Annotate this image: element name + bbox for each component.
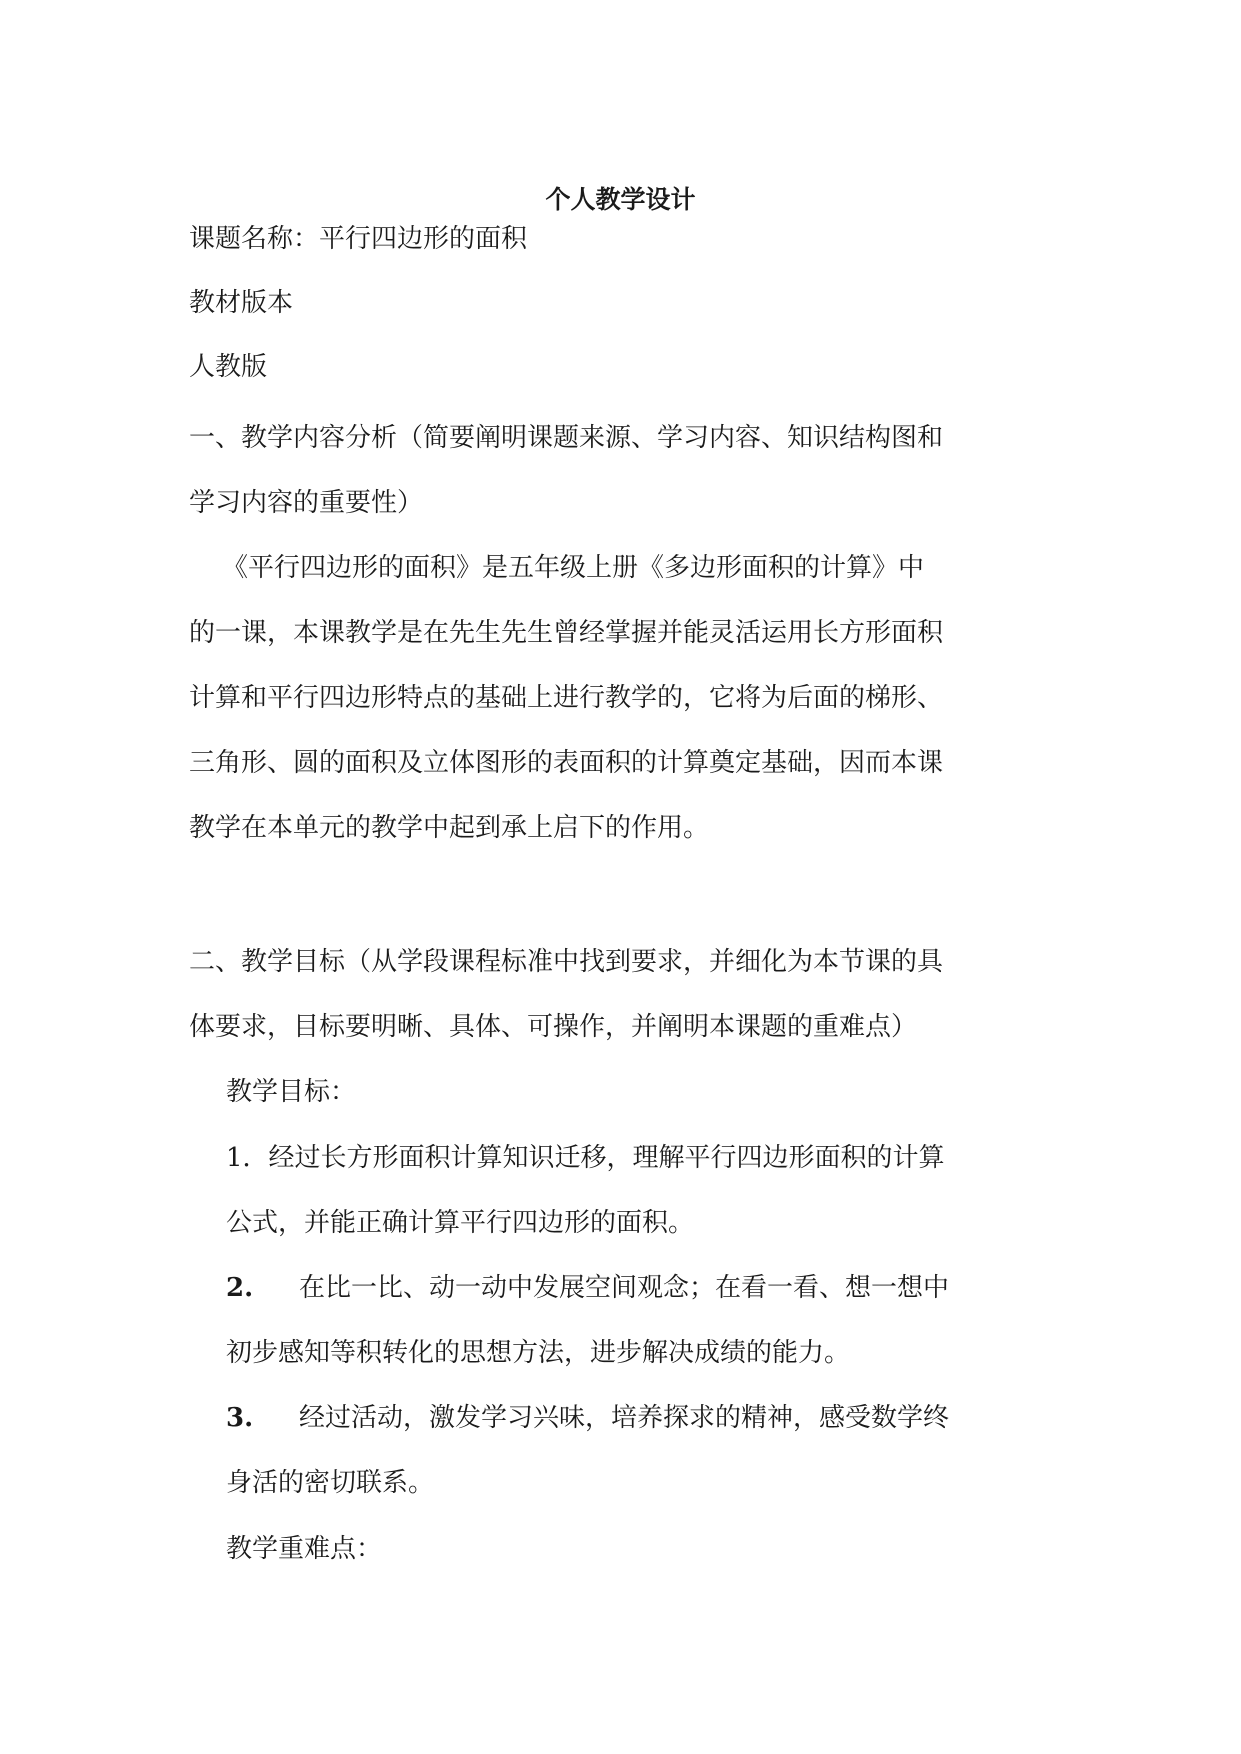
objective-3-line-1: 3. 经过活动，激发学习兴味，培养探求的精神，感受数学终: [0, 1398, 1241, 1438]
paragraph-line: 的一课，本课教学是在先生先生曾经掌握并能灵活运用长方形面积: [189, 618, 944, 648]
objective-3-line-2: 身活的密切联系。: [226, 1468, 435, 1498]
objective-2-line-1: 2. 在比一比、动一动中发展空间观念；在看一看、想一想中: [0, 1268, 1241, 1308]
section-heading-1-line-1: 一、教学内容分析（简要阐明课题来源、学习内容、知识结构图和: [189, 423, 944, 453]
teaching-objectives-label: 教学目标：: [226, 1077, 357, 1107]
lesson-title-line: 课题名称：平行四边形的面积: [189, 224, 528, 254]
textbook-version-value: 人教版: [189, 352, 268, 382]
objective-1-line-2: 公式，并能正确计算平行四边形的面积。: [226, 1208, 695, 1238]
document-title: 个人教学设计: [545, 185, 696, 214]
paragraph-line: 三角形、圆的面积及立体图形的表面积的计算奠定基础，因而本课: [189, 748, 944, 778]
paragraph-line: 教学在本单元的教学中起到承上启下的作用。: [189, 813, 710, 843]
section-heading-1-line-2: 学习内容的重要性）: [189, 488, 424, 518]
section-heading-2-line-1: 二、教学目标（从学段课程标准中找到要求，并细化为本节课的具: [189, 947, 944, 977]
key-difficulties-label: 教学重难点：: [226, 1534, 383, 1564]
textbook-version-label: 教材版本: [189, 288, 294, 318]
objective-2-number: 2.: [226, 1273, 254, 1303]
objective-1-line-1: 1．经过长方形面积计算知识迁移，理解平行四边形面积的计算: [226, 1143, 945, 1173]
paragraph-line: 计算和平行四边形特点的基础上进行教学的，它将为后面的梯形、: [189, 683, 944, 713]
objective-3-number: 3.: [226, 1403, 254, 1433]
section-heading-2-line-2: 体要求，目标要明晰、具体、可操作，并阐明本课题的重难点）: [189, 1012, 918, 1042]
objective-2-line-2: 初步感知等积转化的思想方法，进步解决成绩的能力。: [226, 1338, 851, 1368]
paragraph-line: 《平行四边形的面积》是五年级上册《多边形面积的计算》中: [222, 553, 925, 583]
